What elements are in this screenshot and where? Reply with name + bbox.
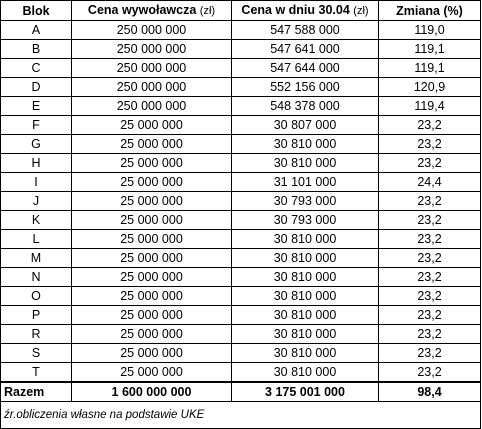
table-row <box>1 192 481 211</box>
table-row <box>1 287 481 306</box>
cell-blok: C <box>1 59 72 78</box>
total-row <box>1 382 481 402</box>
table-row <box>1 211 481 230</box>
cell-cena-wywolawcza: 25 000 000 <box>72 230 232 249</box>
cell-cena-wywolawcza: 25 000 000 <box>72 192 232 211</box>
table-row <box>1 268 481 287</box>
cell-cena-wywolawcza: 250 000 000 <box>72 21 232 40</box>
cell-blok: L <box>1 230 72 249</box>
cell-cena-wywolawcza: 250 000 000 <box>72 59 232 78</box>
total-label: Razem <box>1 382 72 402</box>
cell-cena-wywolawcza: 25 000 000 <box>72 249 232 268</box>
cell-zmiana: 23,2 <box>379 344 481 363</box>
cell-blok: R <box>1 325 72 344</box>
header-blok <box>1 1 72 21</box>
total-cena-w-dniu: 3 175 001 000 <box>232 382 379 402</box>
cell-cena-wywolawcza: 25 000 000 <box>72 135 232 154</box>
header-cena-wyw-label: Cena wywoławcza <box>87 3 197 17</box>
table-row <box>1 230 481 249</box>
table-row <box>1 135 481 154</box>
cell-blok: P <box>1 306 72 325</box>
cell-cena-w-dniu: 30 793 000 <box>232 192 379 211</box>
table-row <box>1 40 481 59</box>
cell-blok: B <box>1 40 72 59</box>
cell-cena-w-dniu: 30 810 000 <box>232 287 379 306</box>
table-row <box>1 154 481 173</box>
table-row <box>1 21 481 40</box>
total-cena-wywolawcza: 1 600 000 000 <box>72 382 232 402</box>
cell-blok: S <box>1 344 72 363</box>
table-row <box>1 116 481 135</box>
cell-zmiana: 120,9 <box>379 78 481 97</box>
cell-cena-w-dniu: 30 810 000 <box>232 154 379 173</box>
header-blok-label: Blok <box>22 3 50 18</box>
total-zmiana: 98,4 <box>379 382 481 402</box>
cell-cena-w-dniu: 30 810 000 <box>232 363 379 383</box>
table-row <box>1 325 481 344</box>
table-row <box>1 306 481 325</box>
cell-blok: H <box>1 154 72 173</box>
cell-zmiana: 23,2 <box>379 325 481 344</box>
header-zmiana-label: Zmiana (%) <box>396 3 463 18</box>
table-row <box>1 59 481 78</box>
cell-cena-wywolawcza: 25 000 000 <box>72 287 232 306</box>
header-cena-wyw-unit: (zł) <box>199 5 216 17</box>
cell-cena-w-dniu: 547 644 000 <box>232 59 379 78</box>
cell-zmiana: 23,2 <box>379 135 481 154</box>
cell-blok: T <box>1 363 72 383</box>
cell-blok: O <box>1 287 72 306</box>
cell-zmiana: 23,2 <box>379 287 481 306</box>
cell-zmiana: 23,2 <box>379 116 481 135</box>
source-row <box>1 402 481 429</box>
cell-cena-w-dniu: 30 810 000 <box>232 306 379 325</box>
cell-cena-w-dniu: 31 101 000 <box>232 173 379 192</box>
cell-blok: G <box>1 135 72 154</box>
cell-blok: K <box>1 211 72 230</box>
cell-blok: A <box>1 21 72 40</box>
cell-zmiana: 23,2 <box>379 363 481 383</box>
cell-blok: M <box>1 249 72 268</box>
cell-cena-w-dniu: 30 810 000 <box>232 344 379 363</box>
header-cena-w-dniu <box>232 1 379 21</box>
cell-zmiana: 119,0 <box>379 21 481 40</box>
cell-zmiana: 23,2 <box>379 268 481 287</box>
cell-cena-wywolawcza: 25 000 000 <box>72 325 232 344</box>
header-zmiana <box>379 1 481 21</box>
cell-blok: E <box>1 97 72 116</box>
header-row <box>1 1 481 21</box>
cell-cena-w-dniu: 30 810 000 <box>232 268 379 287</box>
cell-blok: N <box>1 268 72 287</box>
cell-zmiana: 23,2 <box>379 230 481 249</box>
cell-cena-w-dniu: 30 810 000 <box>232 135 379 154</box>
cell-zmiana: 23,2 <box>379 211 481 230</box>
cell-cena-wywolawcza: 25 000 000 <box>72 363 232 383</box>
header-cena-wywolawcza <box>72 1 232 21</box>
cell-cena-wywolawcza: 25 000 000 <box>72 211 232 230</box>
cell-cena-wywolawcza: 25 000 000 <box>72 173 232 192</box>
cell-cena-wywolawcza: 250 000 000 <box>72 78 232 97</box>
source-note: źr.obliczenia własne na podstawie UKE <box>1 402 481 429</box>
header-cena-dnia-label: Cena w dniu 30.04 <box>241 3 350 17</box>
cell-zmiana: 119,4 <box>379 97 481 116</box>
cell-cena-wywolawcza: 250 000 000 <box>72 97 232 116</box>
cell-blok: J <box>1 192 72 211</box>
header-cena-dnia-unit: (zł) <box>353 5 369 17</box>
table-row <box>1 97 481 116</box>
cell-cena-w-dniu: 30 810 000 <box>232 230 379 249</box>
cell-blok: I <box>1 173 72 192</box>
table-row <box>1 173 481 192</box>
cell-cena-wywolawcza: 25 000 000 <box>72 268 232 287</box>
cell-cena-wywolawcza: 25 000 000 <box>72 344 232 363</box>
cell-zmiana: 24,4 <box>379 173 481 192</box>
cell-cena-wywolawcza: 25 000 000 <box>72 154 232 173</box>
cell-cena-w-dniu: 548 378 000 <box>232 97 379 116</box>
cell-cena-w-dniu: 30 793 000 <box>232 211 379 230</box>
cell-zmiana: 119,1 <box>379 59 481 78</box>
cell-blok: F <box>1 116 72 135</box>
table-row <box>1 363 481 383</box>
cell-cena-w-dniu: 552 156 000 <box>232 78 379 97</box>
cell-cena-wywolawcza: 25 000 000 <box>72 306 232 325</box>
table-row <box>1 344 481 363</box>
cell-cena-wywolawcza: 250 000 000 <box>72 40 232 59</box>
table-row <box>1 78 481 97</box>
cell-zmiana: 23,2 <box>379 154 481 173</box>
cell-cena-wywolawcza: 25 000 000 <box>72 116 232 135</box>
cell-cena-w-dniu: 30 810 000 <box>232 325 379 344</box>
cell-zmiana: 23,2 <box>379 249 481 268</box>
table-row <box>1 249 481 268</box>
cell-cena-w-dniu: 30 807 000 <box>232 116 379 135</box>
cell-cena-w-dniu: 547 588 000 <box>232 21 379 40</box>
cell-zmiana: 23,2 <box>379 306 481 325</box>
cell-zmiana: 119,1 <box>379 40 481 59</box>
cell-blok: D <box>1 78 72 97</box>
cell-zmiana: 23,2 <box>379 192 481 211</box>
cell-cena-w-dniu: 30 810 000 <box>232 249 379 268</box>
cell-cena-w-dniu: 547 641 000 <box>232 40 379 59</box>
